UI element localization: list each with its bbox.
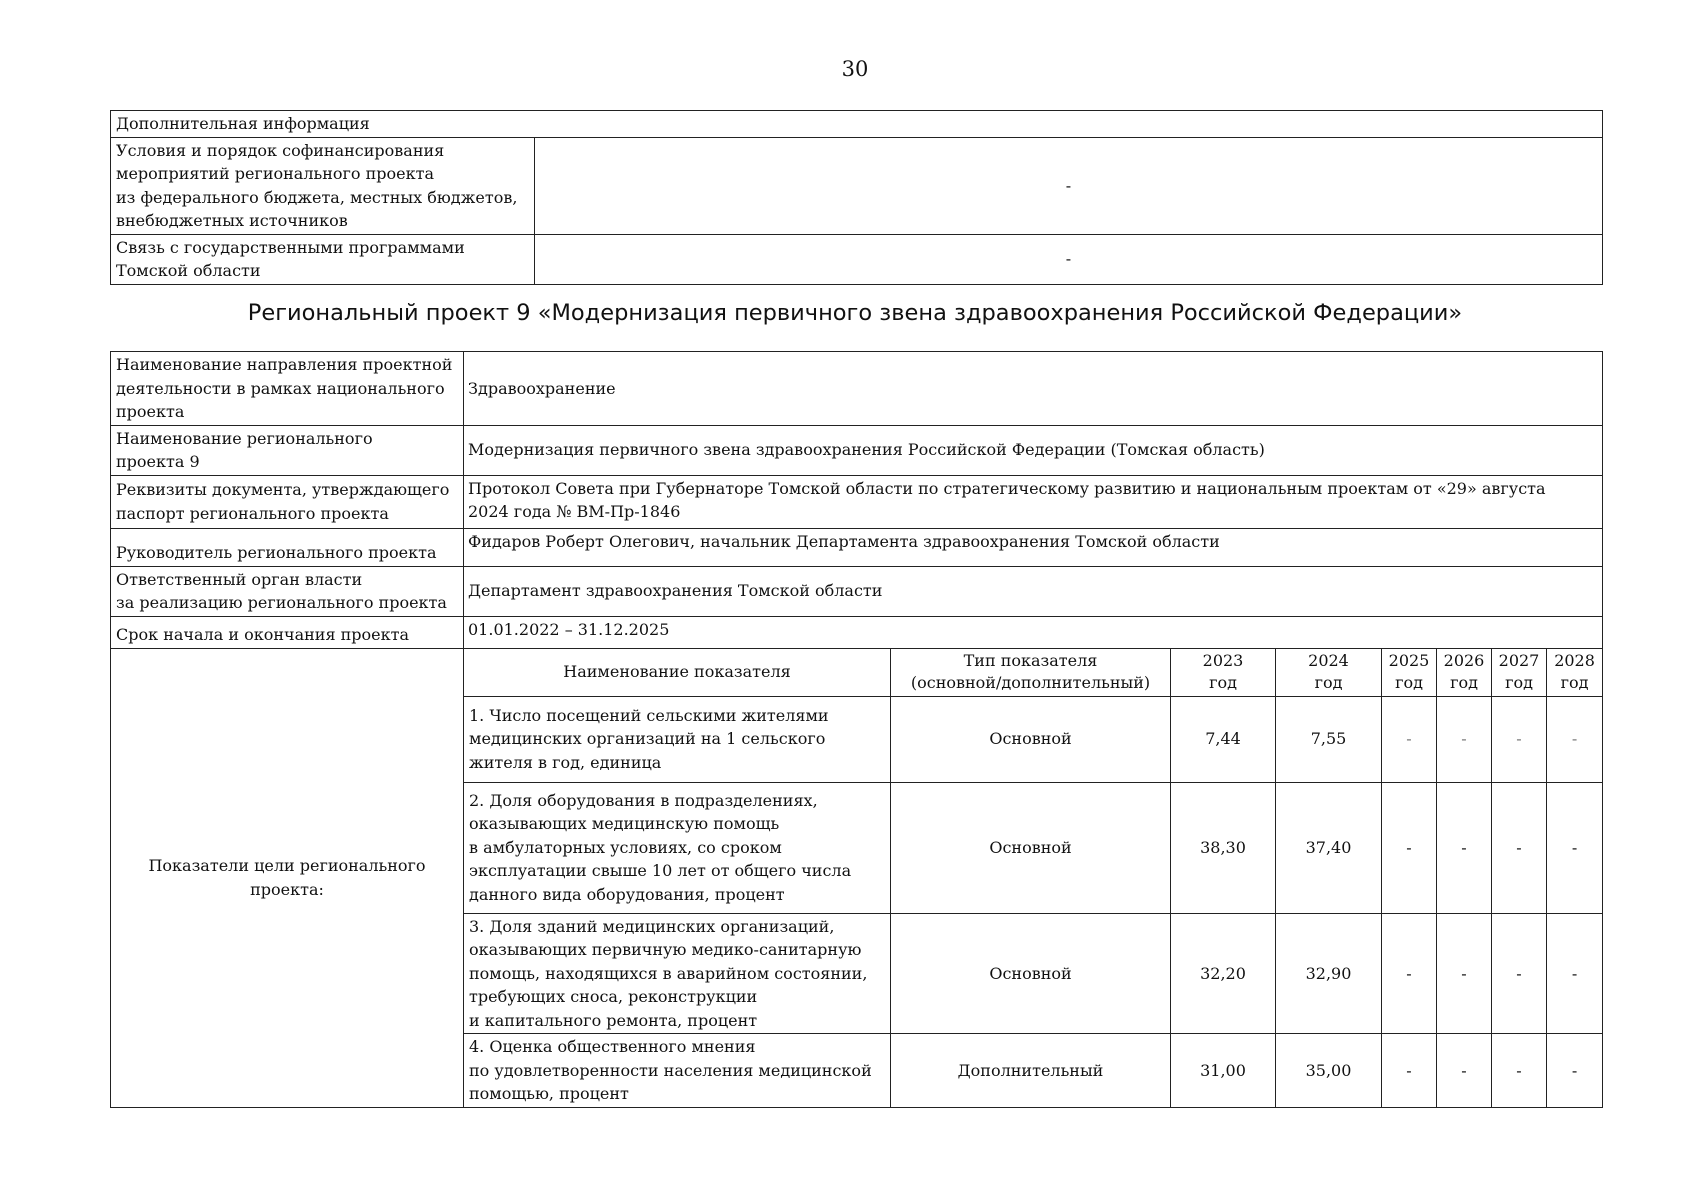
project-name-value: Модернизация первичного звена здравоохранения Российской Федерации (Томская область) bbox=[464, 425, 1603, 475]
value-2028: - bbox=[1547, 782, 1603, 913]
value-2024: 35,00 bbox=[1276, 1034, 1382, 1108]
value-2024: 7,55 bbox=[1276, 696, 1382, 782]
page-number: 30 bbox=[841, 57, 869, 81]
document-row bbox=[111, 475, 1603, 528]
value-2023: 38,30 bbox=[1171, 782, 1276, 913]
indicator-name-header: Наименование показателя bbox=[464, 648, 891, 696]
document-value: Протокол Совета при Губернаторе Томской области по стратегическому развитию и национальным проектам от «29» августа 2024 года № ВМ-Пр-1846 bbox=[464, 475, 1603, 528]
indicator-type: Основной bbox=[891, 696, 1171, 782]
value-2027: - bbox=[1492, 696, 1547, 782]
project-passport-table bbox=[110, 351, 1603, 1108]
period-row bbox=[111, 616, 1603, 648]
year-header-2026: 2026 год bbox=[1437, 648, 1492, 696]
responsible-row bbox=[111, 566, 1603, 616]
value-2024: 37,40 bbox=[1276, 782, 1382, 913]
year-header-2028: 2028 год bbox=[1547, 648, 1603, 696]
document-label: Реквизиты документа, утверждающего паспорт регионального проекта bbox=[111, 475, 464, 528]
value-2025: - bbox=[1382, 696, 1437, 782]
value-2023: 31,00 bbox=[1171, 1034, 1276, 1108]
responsible-value: Департамент здравоохранения Томской области bbox=[464, 566, 1603, 616]
section-title: Региональный проект 9 «Модернизация первичного звена здравоохранения Российской Федерации» bbox=[247, 300, 1463, 326]
year-header-2023: 2023 год bbox=[1171, 648, 1276, 696]
indicator-type: Основной bbox=[891, 782, 1171, 913]
value-2028: - bbox=[1547, 696, 1603, 782]
value-2024: 32,90 bbox=[1276, 913, 1382, 1034]
leader-row bbox=[111, 528, 1603, 566]
responsible-label: Ответственный орган власти за реализацию регионального проекта bbox=[111, 566, 464, 616]
indicators-label: Показатели цели регионального проекта: bbox=[111, 648, 464, 1107]
cofinancing-value: - bbox=[535, 137, 1603, 234]
year-header-2027: 2027 год bbox=[1492, 648, 1547, 696]
value-2028: - bbox=[1547, 1034, 1603, 1108]
indicator-name: 3. Доля зданий медицинских организаций, оказывающих первичную медико-санитарную помощь, находящихся в аварийном состоянии, требующих сноса, реконструкции и капитального ремонта, процент bbox=[464, 913, 891, 1034]
indicator-header-row bbox=[111, 648, 1603, 696]
value-2028: - bbox=[1547, 913, 1603, 1034]
value-2026: - bbox=[1437, 696, 1492, 782]
state-programs-value: - bbox=[535, 234, 1603, 284]
cofinancing-label: Условия и порядок софинансирования мероприятий регионального проекта из федерального бюджета, местных бюджетов, внебюджетных источников bbox=[111, 137, 535, 234]
value-2027: - bbox=[1492, 782, 1547, 913]
value-2023: 32,20 bbox=[1171, 913, 1276, 1034]
indicator-name: 1. Число посещений сельскими жителями медицинских организаций на 1 сельского жителя в год, единица bbox=[464, 696, 891, 782]
state-programs-label: Связь с государственными программами Томской области bbox=[111, 234, 535, 284]
year-header-2025: 2025 год bbox=[1382, 648, 1437, 696]
indicator-type: Дополнительный bbox=[891, 1034, 1171, 1108]
value-2025: - bbox=[1382, 1034, 1437, 1108]
period-value: 01.01.2022 – 31.12.2025 bbox=[464, 616, 1603, 648]
value-2026: - bbox=[1437, 1034, 1492, 1108]
direction-label: Наименование направления проектной деятельности в рамках национального проекта bbox=[111, 352, 464, 426]
indicator-type-header: Тип показателя (основной/дополнительный) bbox=[891, 648, 1171, 696]
value-2026: - bbox=[1437, 913, 1492, 1034]
leader-value: Фидаров Роберт Олегович, начальник Департамента здравоохранения Томской области bbox=[464, 528, 1603, 566]
indicator-name: 4. Оценка общественного мнения по удовлетворенности населения медицинской помощью, процент bbox=[464, 1034, 891, 1108]
value-2027: - bbox=[1492, 913, 1547, 1034]
value-2023: 7,44 bbox=[1171, 696, 1276, 782]
additional-info-header: Дополнительная информация bbox=[111, 111, 1603, 138]
indicator-name: 2. Доля оборудования в подразделениях, оказывающих медицинскую помощь в амбулаторных условиях, со сроком эксплуатации свыше 10 лет от общего числа данного вида оборудования, процент bbox=[464, 782, 891, 913]
value-2025: - bbox=[1382, 913, 1437, 1034]
additional-info-table bbox=[110, 110, 1603, 285]
year-header-2024: 2024 год bbox=[1276, 648, 1382, 696]
value-2026: - bbox=[1437, 782, 1492, 913]
direction-row bbox=[111, 352, 1603, 426]
project-name-label: Наименование регионального проекта 9 bbox=[111, 425, 464, 475]
indicator-type: Основной bbox=[891, 913, 1171, 1034]
project-name-row bbox=[111, 425, 1603, 475]
period-label: Срок начала и окончания проекта bbox=[111, 616, 464, 648]
value-2025: - bbox=[1382, 782, 1437, 913]
value-2027: - bbox=[1492, 1034, 1547, 1108]
leader-label: Руководитель регионального проекта bbox=[111, 528, 464, 566]
direction-value: Здравоохранение bbox=[464, 352, 1603, 426]
